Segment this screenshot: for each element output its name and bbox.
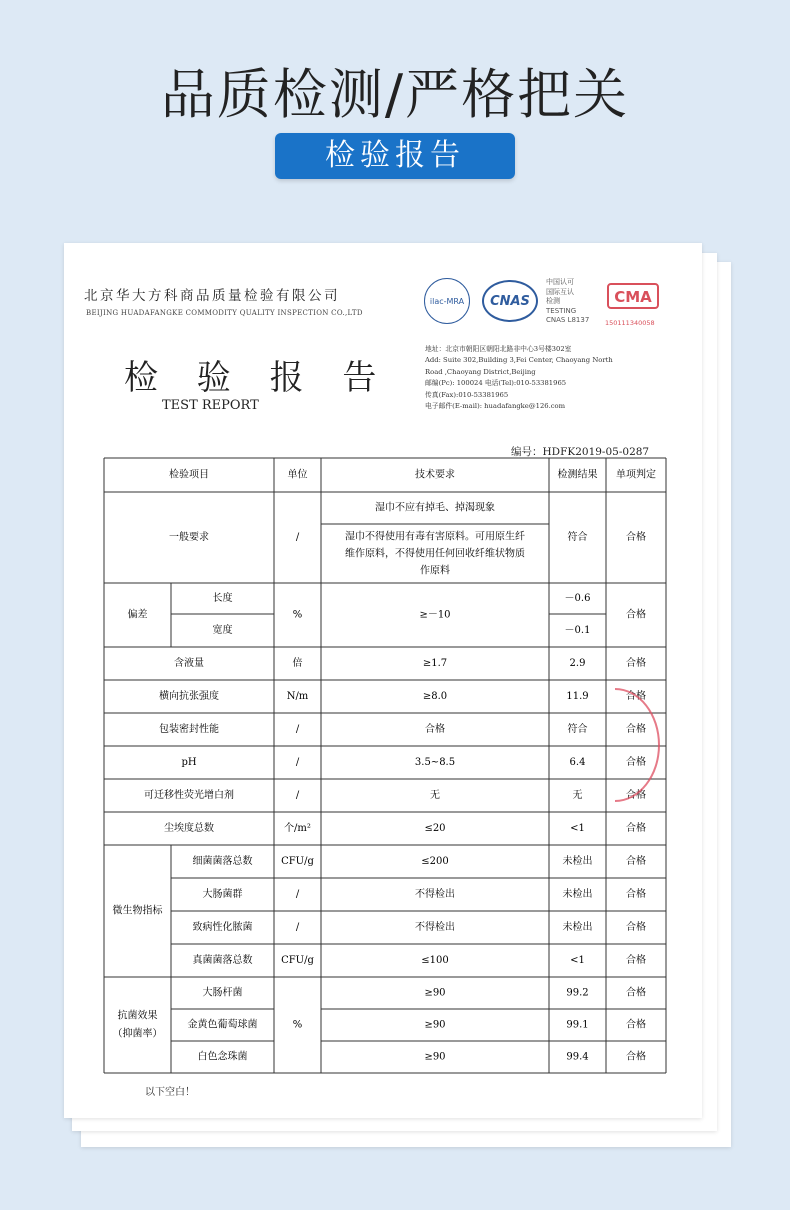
company-name-cn: 北京华大方科商品质量检验有限公司: [84, 288, 340, 304]
result-cell: 未检出: [562, 856, 593, 867]
requirement-text: ≤20: [424, 823, 446, 834]
row-group-label: （抑菌率）: [112, 1028, 163, 1040]
requirement-text: 不得检出: [415, 889, 455, 900]
table-cell: %: [292, 609, 303, 621]
result-cell: <1: [570, 955, 585, 966]
verdict-cell: 合格: [626, 609, 646, 621]
verdict-cell: 合格: [626, 823, 646, 834]
requirement-text: 3.5~8.5: [414, 757, 456, 768]
requirement-text: ≥90: [424, 1019, 446, 1031]
verdict-cell: 合格: [626, 889, 646, 900]
address-line: 电子邮件(E-mail): huadafangke@126.com: [425, 402, 566, 411]
row-sub-label: 大肠菌群: [202, 889, 243, 900]
table-header-cell: 单项判定: [616, 469, 656, 481]
row-group-label: 抗菌效果: [117, 1010, 158, 1022]
table-header-cell: 单位: [287, 469, 308, 481]
address-line: Road ,Chaoyang District,Beijing: [425, 367, 536, 376]
verdict-cell: 合格: [626, 790, 646, 801]
cnas-accreditation-text: 中国认可 国际互认 检测 TESTING CNAS L8137: [546, 278, 590, 324]
table-cell: CFU/g: [281, 955, 314, 966]
cma-logo-icon: CMA: [607, 283, 659, 309]
requirement-text: ≤100: [421, 955, 449, 966]
result-cell: 6.4: [569, 757, 586, 768]
table-cell: CFU/g: [281, 856, 314, 867]
result-cell: 99.1: [566, 1019, 589, 1031]
ilac-logo-icon: ilac-MRA: [424, 278, 470, 324]
requirement-text: ≥8.0: [422, 691, 448, 702]
result-cell: 99.4: [566, 1051, 589, 1063]
result-cell: 11.9: [566, 691, 589, 702]
row-label: 可迁移性荧光增白剂: [144, 790, 234, 801]
cnas-logo-icon: CNAS: [482, 280, 538, 322]
requirement-text: 无: [430, 790, 440, 801]
address-line: 地址：北京市朝阳区朝阳北路非中心3号楼302室: [425, 345, 572, 353]
table-cell: /: [295, 724, 300, 735]
result-cell: <1: [570, 823, 585, 834]
verdict-cell: 合格: [626, 955, 646, 966]
result-cell: －0.6: [564, 593, 591, 604]
table-cell: N/m: [286, 691, 309, 702]
table-cell: /: [295, 757, 300, 768]
verdict-cell: 合格: [626, 532, 646, 543]
row-label: 一般要求: [169, 532, 209, 543]
address-line: 邮编(Pc): 100024 电话(Tel):010-53381965: [425, 379, 567, 388]
requirement-text: 湿巾不应有掉毛、掉渴现象: [375, 502, 495, 514]
table-cell: 倍: [292, 658, 303, 669]
cma-number: 150111340058: [605, 319, 655, 327]
verdict-cell: 合格: [626, 987, 646, 999]
verdict-cell: 合格: [626, 856, 646, 867]
requirement-text: ≥1.7: [422, 658, 448, 669]
result-cell: 99.2: [566, 987, 589, 999]
table-cell: /: [295, 922, 300, 933]
requirement-text: ≥90: [424, 1051, 446, 1063]
table-cell: 个/m²: [284, 823, 311, 834]
requirement-text: 维作原料，不得使用任何回收纤维状物质: [345, 548, 525, 560]
result-cell: 无: [572, 790, 583, 801]
table-cell: /: [295, 790, 300, 801]
row-sub-label: 白色念珠菌: [197, 1051, 248, 1063]
requirement-text: ≥－10: [419, 609, 451, 621]
report-title-en: TEST REPORT: [162, 398, 259, 413]
row-sub-label: 金黄色葡萄球菌: [187, 1019, 258, 1031]
result-cell: 未检出: [562, 922, 593, 933]
verdict-cell: 合格: [626, 691, 646, 702]
row-label: pH: [181, 757, 197, 768]
row-sub-label: 大肠杆菌: [202, 987, 243, 999]
verdict-cell: 合格: [626, 757, 646, 768]
company-name-en: BEIJING HUADAFANGKE COMMODITY QUALITY INSPECTION CO.,LTD: [86, 309, 363, 317]
table-cell: %: [292, 1019, 303, 1031]
table-header-cell: 技术要求: [415, 469, 455, 481]
result-cell: －0.1: [564, 625, 591, 636]
address-line: Add: Suite 302,Building 3,Fei Center, Chaoyang North: [425, 356, 613, 365]
requirement-text: 湿巾不得使用有毒有害原料。可用原生纤: [345, 531, 525, 543]
page-headline: 品质检测/严格把关: [160, 63, 630, 126]
requirement-text: ≥90: [424, 987, 446, 999]
row-label: 横向抗张强度: [159, 691, 219, 702]
footer-note: 以下空白！: [145, 1087, 195, 1098]
row-sub-label: 真菌菌落总数: [192, 955, 253, 966]
requirement-text: 作原料: [420, 565, 450, 577]
table-cell: /: [295, 532, 300, 543]
verdict-cell: 合格: [626, 1051, 646, 1063]
result-cell: 未检出: [562, 889, 593, 900]
result-cell: 2.9: [569, 658, 586, 669]
requirement-text: 不得检出: [415, 922, 455, 933]
report-number: 编号：HDFK2019-05-0287: [511, 446, 650, 458]
row-sub-label: 长度: [212, 593, 233, 604]
row-group-label: 偏差: [127, 609, 148, 621]
row-label: 尘埃度总数: [164, 823, 214, 834]
verdict-cell: 合格: [626, 1019, 646, 1031]
requirement-text: 合格: [425, 724, 445, 735]
table-header-cell: 检验项目: [169, 469, 209, 481]
verdict-cell: 合格: [626, 724, 646, 735]
verdict-cell: 合格: [626, 922, 646, 933]
row-label: 含液量: [174, 658, 204, 669]
address-line: 传真(Fax):010-53381965: [425, 390, 509, 399]
report-title-cn: 检 验 报 告: [124, 358, 391, 398]
result-cell: 符合: [567, 532, 588, 543]
table-cell: /: [295, 889, 300, 900]
row-sub-label: 细菌菌落总数: [192, 856, 253, 867]
row-sub-label: 致病性化脓菌: [192, 922, 253, 933]
row-group-label: 微生物指标: [112, 905, 163, 917]
row-label: 包装密封性能: [159, 724, 219, 735]
section-badge: 检验报告: [275, 133, 515, 179]
row-sub-label: 宽度: [212, 625, 233, 636]
verdict-cell: 合格: [626, 658, 646, 669]
requirement-text: ≤200: [421, 856, 449, 867]
result-cell: 符合: [567, 724, 588, 735]
table-header-cell: 检测结果: [557, 469, 598, 481]
